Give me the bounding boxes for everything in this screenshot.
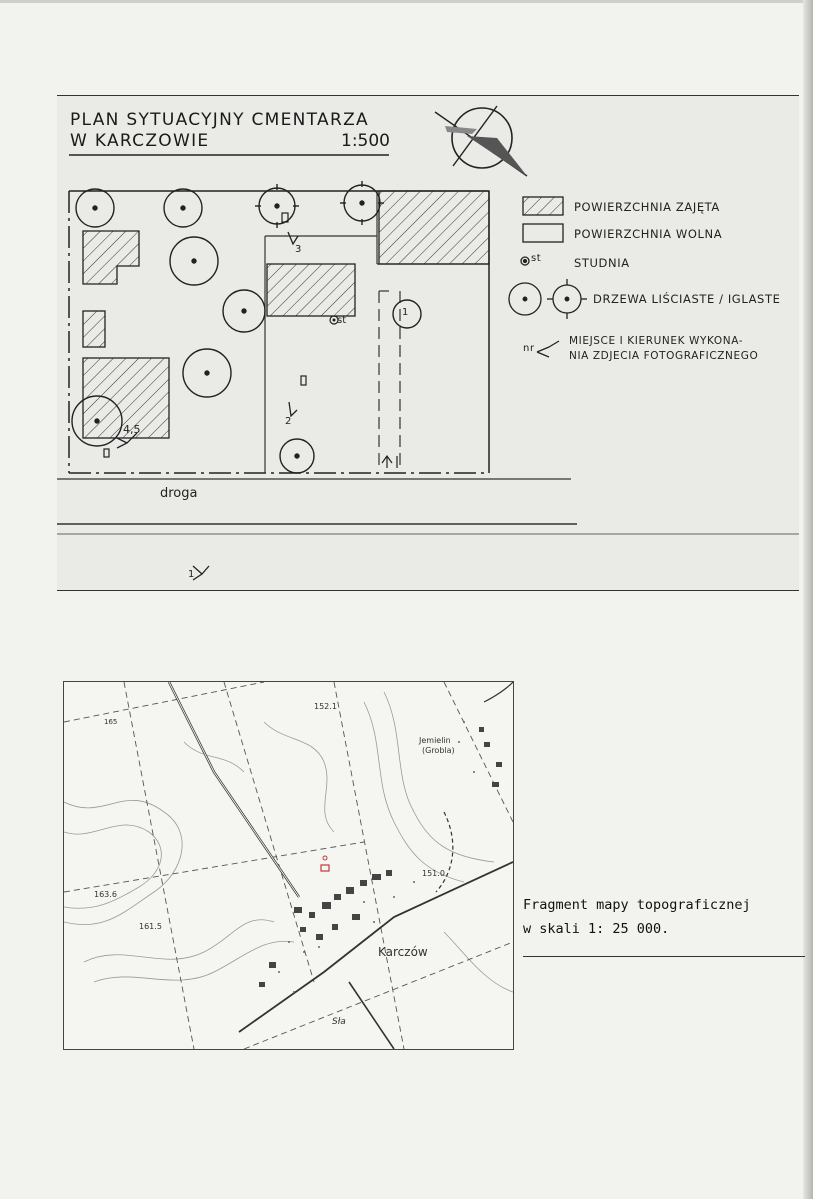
map-caption-line1: Fragment mapy topograficznej xyxy=(523,897,751,913)
plan-title: PLAN SYTUACYJNY CMENTARZA xyxy=(70,110,369,130)
legend-well-label: STUDNIA xyxy=(574,256,630,270)
plan-subtitle: W KARCZOWIE xyxy=(70,131,210,151)
well-label: st xyxy=(337,315,347,326)
north-arrow-icon xyxy=(435,106,527,176)
height-label-left: 163.6 xyxy=(94,890,117,899)
page-top-edge xyxy=(0,0,813,3)
legend-photo-symbol: nr xyxy=(523,343,535,354)
village-label-north-sub: (Grobla) xyxy=(422,746,455,755)
legend-occupied-label: POWIERZCHNIA ZAJĘTA xyxy=(574,200,720,214)
height-label-top: 152.1 xyxy=(314,702,337,711)
plan-scale: 1:500 xyxy=(341,131,390,151)
cemetery-location-marker xyxy=(321,856,329,871)
site-label: Sła xyxy=(332,1017,346,1027)
topographic-map xyxy=(63,681,514,1050)
legend-symbols xyxy=(509,197,587,357)
tree-number: 1 xyxy=(402,307,409,318)
legend-photo-line1: MIEJSCE I KIERUNEK WYKONA- xyxy=(569,335,744,347)
legend-free-label: POWIERZCHNIA WOLNA xyxy=(574,227,723,241)
height-label-right: 151.0 xyxy=(422,869,445,878)
occupied-areas xyxy=(83,191,489,438)
page-right-edge xyxy=(803,0,813,1199)
photo-point-4-5: 4,5 xyxy=(123,423,141,436)
cemetery-site-plan xyxy=(57,95,799,591)
road-label: droga xyxy=(160,486,198,501)
legend-trees-label: DRZEWA LIŚCIASTE / IGLASTE xyxy=(593,292,781,306)
height-label-small: 165 xyxy=(104,718,118,726)
village-label-north: Jemielin xyxy=(419,736,451,745)
roads xyxy=(169,682,513,1049)
legend-photo-line2: NIA ZDJECIA FOTOGRAFICZNEGO xyxy=(569,350,759,362)
coniferous-trees xyxy=(255,181,384,228)
photo-point-2: 2 xyxy=(285,416,292,427)
village-label-main: Karczów xyxy=(378,945,428,959)
photo-point-3: 3 xyxy=(295,244,302,255)
map-caption-line2: w skali 1: 25 000. xyxy=(523,921,670,937)
village-dots xyxy=(278,721,475,993)
photo-point-1: 1 xyxy=(188,569,195,580)
height-label-mid: 161.5 xyxy=(139,922,162,931)
map-caption xyxy=(523,893,751,941)
caption-underline xyxy=(523,956,805,957)
legend-well-symbol: st xyxy=(531,253,542,264)
